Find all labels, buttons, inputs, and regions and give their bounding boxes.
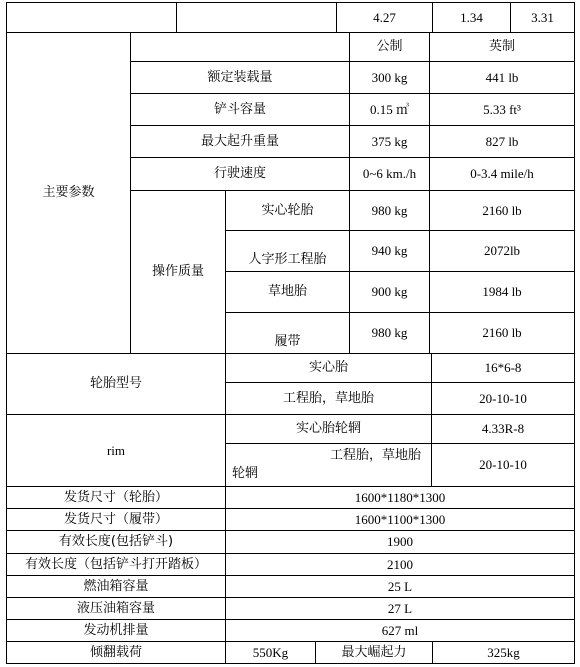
- operating-mass-label: 操作质量: [131, 191, 226, 354]
- tire-solid-label: 实心胎: [226, 354, 432, 383]
- engine-displacement-label: 发动机排量: [6, 620, 226, 642]
- rated-load-metric: 300 kg: [350, 62, 430, 94]
- tire-model-label: 轮胎型号: [6, 354, 226, 415]
- max-lift-imperial: 827 lb: [430, 126, 575, 158]
- turf-tire-label: 草地胎: [226, 272, 350, 313]
- turf-tire-metric: 900 kg: [350, 272, 430, 313]
- rated-load-label: 额定装载量: [131, 62, 350, 94]
- units-header-blank: [131, 33, 350, 62]
- imperial-header: 英制: [430, 33, 575, 62]
- hydraulic-tank-value: 27 L: [226, 598, 575, 620]
- rim-eng-label-line2: 轮辋: [232, 465, 259, 481]
- herringbone-tire-metric: 940 kg: [350, 231, 430, 272]
- effective-length-pedal-label: 有效长度（包括铲斗打开踏板）: [6, 554, 226, 576]
- herringbone-tire-imperial: 2072lb: [430, 231, 575, 272]
- solid-tire-imperial: 2160 lb: [430, 191, 575, 231]
- fuel-tank-value: 25 L: [226, 576, 575, 598]
- effective-length-pedal-value: 2100: [226, 554, 575, 576]
- shipping-size-tire-value: 1600*1180*1300: [226, 487, 575, 509]
- tire-eng-value: 20-10-10: [432, 383, 575, 415]
- main-params-label: 主要参数: [6, 33, 131, 354]
- engine-displacement-value: 627 ml: [226, 620, 575, 642]
- rim-eng-value: 20-10-10: [432, 444, 575, 487]
- track-imperial: 2160 lb: [430, 313, 575, 354]
- shipping-size-track-value: 1600*1100*1300: [226, 509, 575, 531]
- effective-length-value: 1900: [226, 531, 575, 554]
- rim-label: rim: [6, 415, 226, 487]
- rim-eng-label-line1: 工程胎，草地胎: [329, 448, 421, 463]
- turf-tire-imperial: 1984 lb: [430, 272, 575, 313]
- rim-solid-label: 实心胎轮辋: [226, 415, 432, 444]
- fuel-tank-label: 燃油箱容量: [6, 576, 226, 598]
- tipping-load-value: 550Kg: [226, 642, 316, 664]
- max-lift-label: 最大起升重量: [131, 126, 350, 158]
- travel-speed-label: 行驶速度: [131, 158, 350, 191]
- herringbone-tire-label: 人字形工程胎: [226, 231, 350, 272]
- solid-tire-metric: 980 kg: [350, 191, 430, 231]
- tire-solid-value: 16*6-8: [432, 354, 575, 383]
- rim-eng-label: [226, 444, 432, 487]
- rated-load-imperial: 441 lb: [430, 62, 575, 94]
- track-label: 履带: [226, 313, 350, 354]
- solid-tire-label: 实心轮胎: [226, 191, 350, 231]
- travel-speed-metric: 0~6 km./h: [350, 158, 430, 191]
- rim-solid-value: 4.33R-8: [432, 415, 575, 444]
- bucket-capacity-metric: 0.15 ㎥: [350, 94, 430, 126]
- shipping-size-track-label: 发货尺寸（履带）: [6, 509, 226, 531]
- tire-eng-label: 工程胎，草地胎: [226, 383, 432, 415]
- bucket-capacity-imperial: 5.33 ft³: [430, 94, 575, 126]
- effective-length-label: 有效长度(包括铲斗): [6, 531, 226, 554]
- bucket-capacity-label: 铲斗容量: [131, 94, 350, 126]
- shipping-size-tire-label: 发货尺寸（轮胎）: [6, 487, 226, 509]
- travel-speed-imperial: 0-3.4 mile/h: [430, 158, 575, 191]
- header-cell-3: 4.27: [337, 2, 433, 33]
- breakout-force-value: 325kg: [433, 642, 575, 664]
- header-cell-4: 1.34: [433, 2, 511, 33]
- track-metric: 980 kg: [350, 313, 430, 354]
- metric-header: 公制: [350, 33, 430, 62]
- tipping-load-label: 倾翻载荷: [6, 642, 226, 664]
- max-lift-metric: 375 kg: [350, 126, 430, 158]
- header-cell-2: [177, 2, 337, 33]
- header-cell-5: 3.31: [511, 2, 575, 33]
- header-cell-1: [6, 2, 177, 33]
- breakout-force-label: 最大崛起力: [316, 642, 433, 664]
- hydraulic-tank-label: 液压油箱容量: [6, 598, 226, 620]
